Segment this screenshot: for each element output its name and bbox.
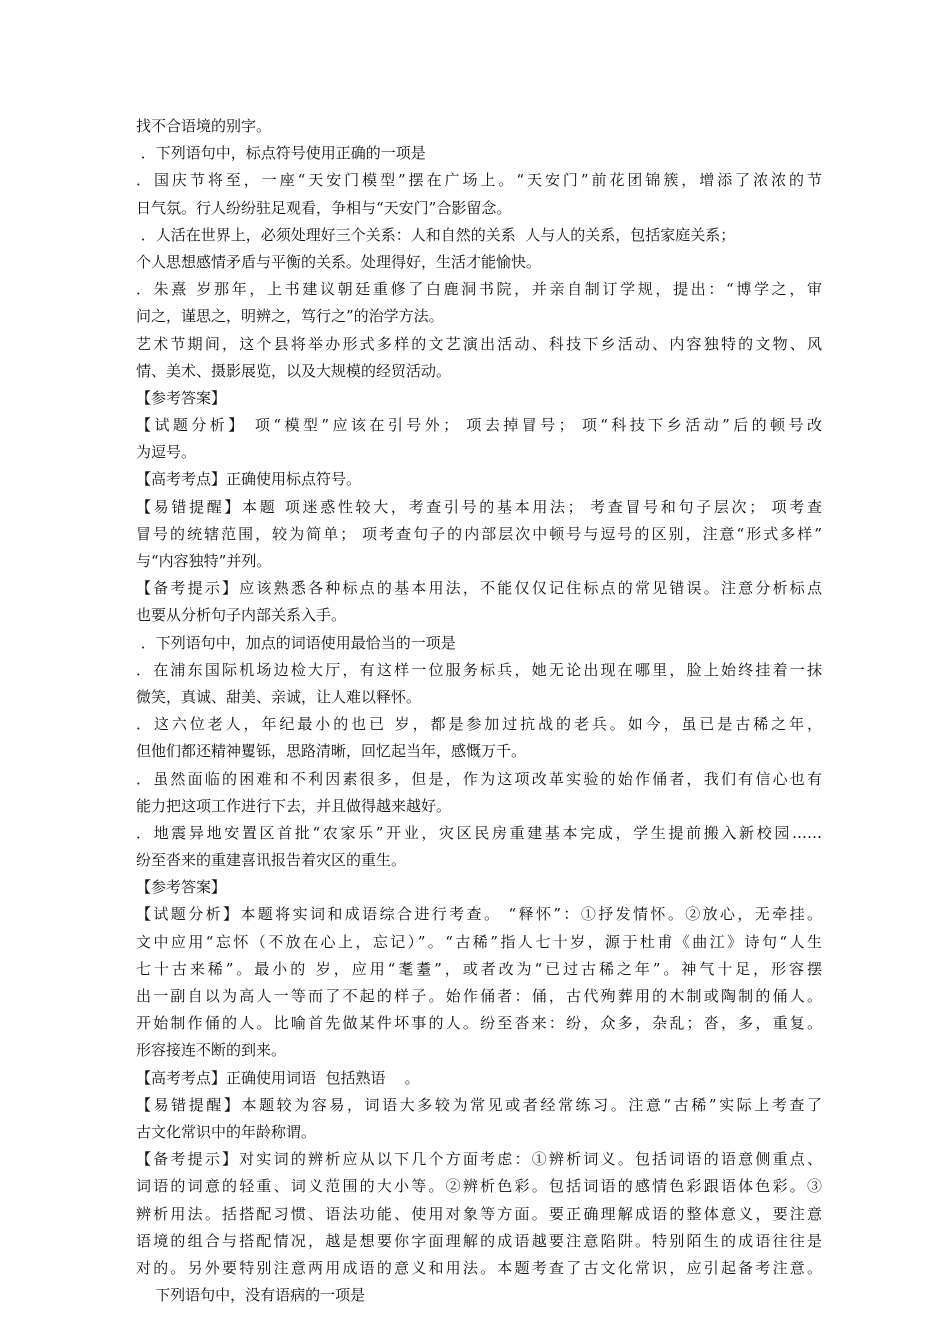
error-reminder-line: 与“内容独特”并列。 — [136, 552, 272, 570]
prep-tip-line: 词语的词意的轻重、词义范围的大小等。②辨析色彩。包括词语的感情色彩跟语体色彩。③ — [136, 1177, 822, 1196]
document-page — [136, 113, 822, 1309]
prep-tip-line: 也要从分析句子内部关系入手。 — [136, 606, 347, 625]
analysis-line: 形容接连不断的到来。 — [136, 1041, 287, 1060]
option-line: ．这六位老人，年纪最小的也已 岁，都是参加过抗战的老兵。如今，虽已是古稀之年， — [136, 715, 822, 734]
error-reminder-line: 冒号的统辖范围，较为简单； 项考查句子的内部层次中顿号与逗号的区别，注意“形式多样” — [136, 524, 822, 543]
option-line: 纷至沓来的重建喜讯报告着灾区的重生。 — [136, 851, 407, 870]
option-line: 个人思想感情矛盾与平衡的关系。处理得好，生活才能愉快。 — [136, 252, 542, 271]
analysis-line: 开始制作俑的人。比喻首先做某件坏事的人。纷至沓来：纷，众多，杂乱；沓，多，重复。 — [136, 1014, 822, 1033]
analysis-line: 文中应用“忘怀（不放在心上，忘记）”。“古稀”指人七十岁，源于杜甫《曲江》诗句“人生 — [136, 932, 822, 951]
option-line: 情、美术、摄影展览，以及大规模的经贸活动。 — [136, 361, 452, 380]
option-line: ．国庆节将至，一座“天安门模型”摆在广场上。“天安门”前花团锦簇，增添了浓浓的节 — [136, 171, 822, 190]
option-line: 微笑，真诚、甜美、亲诚，让人难以释怀。 — [136, 687, 422, 706]
error-reminder-line: 古文化常识中的年龄称谓。 — [136, 1122, 317, 1141]
answer-heading: 【参考答案】 — [136, 388, 227, 407]
option-line: ．人活在世界上，必须处理好三个关系：人和自然的关系 人与人的关系，包括家庭关系； — [136, 225, 736, 244]
option-line: 但他们都还精神矍铄，思路清晰，回忆起当年，感慨万千。 — [136, 742, 527, 761]
prep-tip-line: 【备考提示】应该熟悉各种标点的基本用法，不能仅仅记住标点的常见错误。注意分析标点 — [136, 579, 822, 598]
option-line: ．朱熹 岁那年，上书建议朝廷重修了白鹿洞书院，并亲自制订学规，提出：“博学之，审 — [136, 280, 822, 299]
option-line: 问之，谨思之，明辨之，笃行之”的治学方法。 — [136, 307, 444, 326]
option-line: ．虽然面临的困难和不利因素很多，但是，作为这项改革实验的始作俑者，我们有信心也有 — [136, 769, 822, 788]
question-stem: ．下列语句中，标点符号使用正确的一项是 — [136, 144, 426, 163]
analysis-line: 【试题分析】本题将实词和成语综合进行考查。 “释怀”：①抒发情怀。②放心，无牵挂。 — [136, 905, 822, 924]
prep-tip-line: 对的。另外要特别注意两用成语的意义和用法。本题考查了古文化常识，应引起备考注意。 — [136, 1258, 822, 1277]
option-line: ．在浦东国际机场边检大厅，有这样一位服务标兵，她无论出现在哪里，脸上始终挂着一抹 — [136, 660, 822, 679]
option-line: 艺术节期间，这个县将举办形式多样的文艺演出活动、科技下乡活动、内容独特的文物、风 — [136, 334, 822, 353]
question-stem: 下列语句中，没有语病的一项是 — [136, 1286, 366, 1305]
text-line: 找不合语境的别字。 — [136, 117, 272, 135]
analysis-line: 【试题分析】 项“模型”应该在引号外； 项去掉冒号； 项“科技下乡活动”后的顿号改 — [136, 416, 822, 435]
error-reminder-line: 【易错提醒】本题 项迷惑性较大，考查引号的基本用法； 考查冒号和句子层次； 项考查 — [136, 497, 822, 516]
exam-point-line: 【高考考点】正确使用标点符号。 — [136, 470, 362, 489]
error-reminder-line: 【易错提醒】本题较为容易，词语大多较为常见或者经常练习。注意“古稀”实际上考查了 — [136, 1095, 822, 1114]
option-line: 日气氛。行人纷纷驻足观看，争相与“天安门”合影留念。 — [136, 198, 512, 217]
prep-tip-line: 语境的组合与搭配情况，越是想要你字面理解的成语越要注意陷阱。特别陌生的成语往往是 — [136, 1231, 822, 1250]
analysis-line: 为逗号。 — [136, 443, 197, 462]
option-line: ．地震异地安置区首批“农家乐”开业，灾区民房重建基本完成，学生提前搬入新校园…… — [136, 823, 822, 842]
analysis-line: 出一副自以为高人一等而了不起的样子。始作俑者：俑，古代殉葬用的木制或陶制的俑人。 — [136, 987, 822, 1005]
answer-heading: 【参考答案】 — [136, 878, 227, 897]
prep-tip-line: 辨析用法。括搭配习惯、语法功能、使用对象等方面。要正确理解成语的整体意义，要注意 — [136, 1204, 822, 1223]
exam-point-line: 【高考考点】正确使用词语 包括熟语 。 — [136, 1068, 420, 1087]
prep-tip-line: 【备考提示】对实词的辨析应从以下几个方面考虑：①辨析词义。包括词语的语意侧重点、 — [136, 1150, 822, 1169]
question-stem: ．下列语句中，加点的词语使用最恰当的一项是 — [136, 633, 456, 652]
analysis-line: 七十古来稀”。最小的 岁，应用“耄耋”，或者改为“已过古稀之年”。神气十足，形容摆 — [136, 959, 822, 978]
option-line: 能力把这项工作进行下去，并且做得越来越好。 — [136, 796, 452, 815]
